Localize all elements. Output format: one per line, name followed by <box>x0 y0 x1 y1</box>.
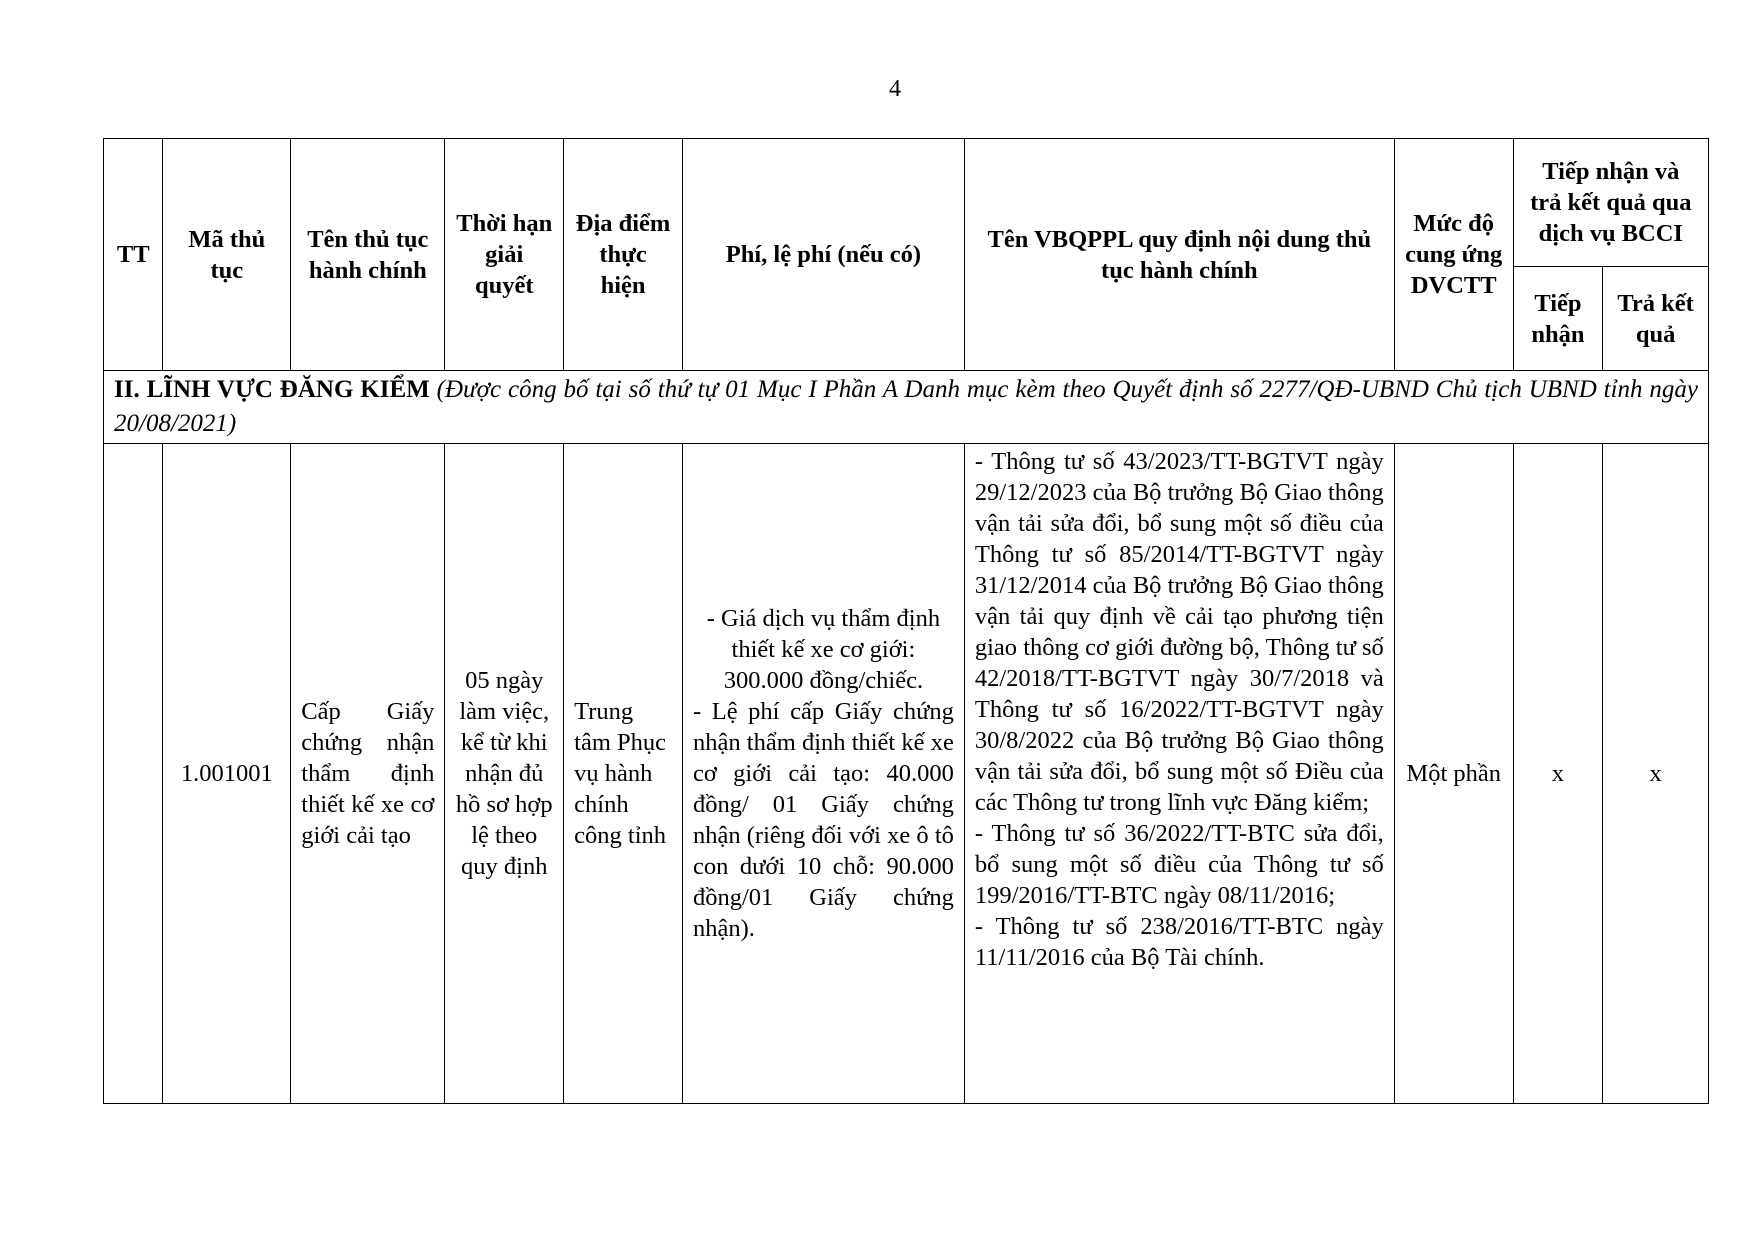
header-thoi-han: Thời hạn giải quyết <box>445 139 564 371</box>
table-row <box>104 444 1709 1104</box>
cell-ten-thu-tuc: Cấp Giấy chứng nhận thẩm định thiết kế xe cơ giới cải tạo <box>291 444 445 1104</box>
cell-ten-vbqppl <box>964 444 1394 1104</box>
header-phi-le-phi: Phí, lệ phí (nếu có) <box>682 139 964 371</box>
header-ma-thu-tuc: Mã thủ tục <box>163 139 291 371</box>
cell-ma-thu-tuc: 1.001001 <box>163 444 291 1104</box>
fee-line-service: - Giá dịch vụ thẩm định thiết kế xe cơ giới: 300.000 đồng/chiếc. <box>706 605 941 694</box>
fee-line-charge: - Lệ phí cấp Giấy chứng nhận thẩm định thiết kế xe cơ giới cải tạo: 40.000 đồng/ 01 Giấy chứng nhận (riêng đối với xe ô tô con dưới 10 chỗ: 90.000 đồng/01 Giấy chứng nhận). <box>692 698 954 942</box>
section-title: II. LĨNH VỰC ĐĂNG KIỂM <box>114 376 430 403</box>
header-tiep-nhan: Tiếp nhận <box>1513 267 1603 371</box>
legal-item-1: - Thông tư số 43/2023/TT-BGTVT ngày 29/12/2023 của Bộ trưởng Bộ Giao thông vận tải sửa đổi, bổ sung một số điều của Thông tư số 85/2014/TT-BGTVT ngày 31/12/2014 của Bộ trưởng Bộ Giao thông vận tải quy định về cải tạo phương tiện giao thông cơ giới đường bộ, Thông tư số 42/2018/TT-BGTVT ngày 30/7/2018 và Thông tư số 16/2022/TT-BGTVT ngày 30/8/2022 của Bộ trưởng Bộ Giao thông vận tải sửa đổi, bổ sung một số Điều của các Thông tư trong lĩnh vực Đăng kiểm; <box>974 448 1384 816</box>
cell-dia-diem: Trung tâm Phục vụ hành chính công tỉnh <box>564 444 683 1104</box>
section-note: (Được công bố tại số thứ tự 01 Mục I Phần A Danh mục kèm theo Quyết định số 2277/QĐ-UBND Chủ tịch UBND tỉnh ngày 20/08/2021) <box>114 376 1698 437</box>
section-heading <box>104 371 1709 444</box>
cell-tt <box>104 444 163 1104</box>
header-tt: TT <box>104 139 163 371</box>
header-muc-do: Mức độ cung ứng DVCTT <box>1394 139 1513 371</box>
cell-tra-ket-qua: x <box>1603 444 1709 1104</box>
header-ten-vbqppl: Tên VBQPPL quy định nội dung thủ tục hành chính <box>964 139 1394 371</box>
cell-thoi-han: 05 ngày làm việc, kể từ khi nhận đủ hồ sơ hợp lệ theo quy định <box>445 444 564 1104</box>
header-dia-diem: Địa điểm thực hiện <box>564 139 683 371</box>
header-ten-thu-tuc: Tên thủ tục hành chính <box>291 139 445 371</box>
section-row <box>104 371 1709 444</box>
header-row <box>104 139 1709 267</box>
header-bcci-group: Tiếp nhận và trả kết quả qua dịch vụ BCCI <box>1513 139 1708 267</box>
cell-tiep-nhan: x <box>1513 444 1603 1104</box>
header-tra-ket-qua: Trả kết quả <box>1603 267 1709 371</box>
legal-item-3: - Thông tư số 238/2016/TT-BTC ngày 11/11/2016 của Bộ Tài chính. <box>974 913 1384 971</box>
legal-item-2: - Thông tư số 36/2022/TT-BTC sửa đổi, bổ sung một số điều của Thông tư số 199/2016/TT-BTC ngày 08/11/2016; <box>974 820 1384 909</box>
procedure-table <box>103 138 1709 1104</box>
cell-phi-le-phi <box>682 444 964 1104</box>
cell-muc-do: Một phần <box>1394 444 1513 1104</box>
page-number: 4 <box>889 76 901 102</box>
